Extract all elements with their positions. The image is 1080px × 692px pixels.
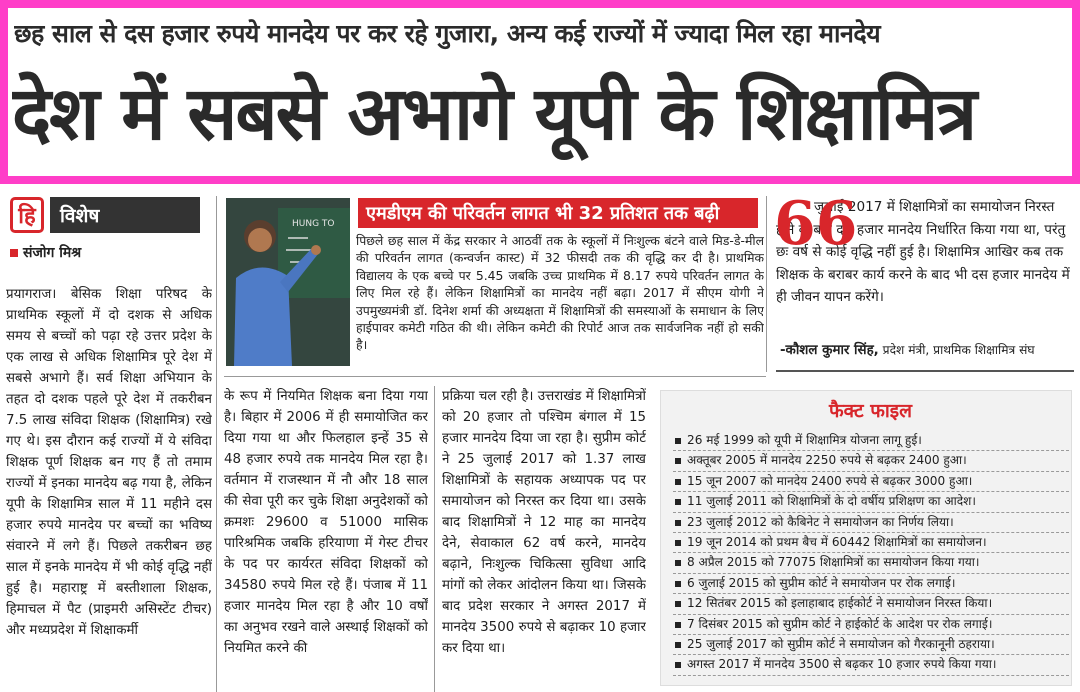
fact-item: 7 दिसंबर 2015 को सुप्रीम कोर्ट ने हाईकोर्ट के आदेश पर रोक लगाई।	[673, 615, 1069, 635]
teacher-photo	[226, 198, 350, 366]
fact-item: अगस्त 2017 में मानदेय 3500 से बढ़कर 10 हजार रुपये किया गया।	[673, 655, 1069, 675]
fact-item: 19 जून 2014 को प्रथम बैच में 60442 शिक्षामित्रों का समायोजन।	[673, 533, 1069, 553]
column-divider	[766, 196, 767, 372]
column-divider	[216, 196, 217, 692]
fact-item: अक्तूबर 2005 में मानदेय 2250 रुपये से बढ़कर 2400 हुआ।	[673, 451, 1069, 471]
hindustan-logo-icon: हि	[10, 197, 44, 233]
byline	[10, 243, 81, 262]
fact-file-list	[673, 431, 1069, 676]
byline-author: संजोग मिश्र	[23, 245, 82, 261]
fact-item: 23 जुलाई 2012 को कैबिनेट ने समायोजन का निर्णय लिया।	[673, 513, 1069, 533]
main-headline: देश में सबसे अभागे यूपी के शिक्षामित्र	[12, 71, 976, 157]
fact-item: 26 मई 1999 को यूपी में शिक्षामित्र योजना लागू हुई।	[673, 431, 1069, 451]
column-divider	[434, 386, 435, 692]
quote-author	[780, 340, 1076, 358]
article-column-3: प्रक्रिया चल रही है। उत्तराखंड में शिक्षामित्रों को 20 हजार तो पश्चिम बंगाल में 15 हजार मानदेय दिया जा रहा है। सुप्रीम कोर्ट ने 25 जुलाई 2017 को 1.37 लाख शिक्षामित्रों के सहायक अध्यापक पद पर समायोजन को निरस्त कर दिया था। उसके बाद शिक्षामित्रों ने 12 माह का मानदेय देने, सेवाकाल 62 वर्ष करने, मानदेय बढ़ाने, निःशुल्क चिकित्सा सुविधा आदि मांगों को लेकर आंदोलन किया था। जिसके बाद प्रदेश सरकार ने अगस्त 2017 में मानदेय 3500 रुपये से बढ़ाकर 10 हजार कर दिया था।	[442, 389, 646, 656]
fact-item: 12 सितंबर 2015 को इलाहाबाद हाईकोर्ट ने समायोजन निरस्त किया।	[673, 594, 1069, 614]
mdm-subheading: एमडीएम की परिवर्तन लागत भी 32 प्रतिशत तक बढ़ी	[358, 198, 758, 228]
quote-mark-icon: 66	[774, 189, 858, 259]
quote-underline	[776, 370, 1074, 372]
fact-item: 6 जुलाई 2015 को सुप्रीम कोर्ट ने समायोजन पर रोक लगाई।	[673, 574, 1069, 594]
fact-file-title: फैक्ट फाइल	[829, 400, 912, 422]
fact-item: 25 जुलाई 2017 को सुप्रीम कोर्ट ने समायोजन को गैरकानूनी ठहराया।	[673, 635, 1069, 655]
fact-item: 15 जून 2007 को मानदेय 2400 रुपये से बढ़कर 3000 हुआ।	[673, 472, 1069, 492]
article-column-2: के रूप में नियमित शिक्षक बना दिया गया है। बिहार में 2006 में ही समायोजित कर दिया गया था और फिलहाल इन्हें 35 से 48 हजार रुपये तक मानदेय मिल रहा है। वर्तमान में राजस्थान में नौ और 18 साल की सेवा पूरी कर चुके शिक्षा अनुदेशकों को क्रमशः 29600 व 51000 मासिक पारिश्रमिक जबकि हरियाणा में गेस्ट टीचर के पद पर कार्यरत संविदा शिक्षकों को 34580 रुपये मिल रहे हैं। पंजाब में 11 हजार मानदेय मिल रहा है और 10 वर्षों का अनुभव रखने वाले अस्थाई शिक्षकों को नियमित करने की	[224, 389, 428, 656]
quote-author-name: -कौशल कुमार सिंह,	[780, 343, 879, 358]
quote-author-role: प्रदेश मंत्री, प्राथमिक शिक्षामित्र संघ	[882, 343, 1035, 357]
header-banner	[0, 0, 1080, 184]
mdm-body: पिछले छह साल में केंद्र सरकार ने आठवीं तक के स्कूलों में निःशुल्क बंटने वाले मिड-डे-मील की परिवर्तन लागत (कन्वर्जन कास्ट) में 32 फीसदी तक की वृद्धि कर दी है। प्राथमिक विद्यालय के एक बच्चे पर 5.45 जबकि उच्च प्राथमिक में 8.17 रुपये परिवर्तन लागत के लिए मिल रहे हैं। लेकिन शिक्षामित्रों का मानदेय नहीं बढ़ा। 2017 में सीएम योगी ने उपमुख्यमंत्री डॉ. दिनेश शर्मा की अध्यक्षता में शिक्षामित्रों की समस्याओं के समाधान के लिए हाईपावर कमेटी गठित की थी। लेकिन कमेटी की रिपोर्ट आज तक सार्वजनिक नहीं हो सकी है।	[356, 233, 764, 353]
section-tag	[10, 196, 208, 234]
section-label: विशेष	[50, 197, 200, 233]
byline-square-icon	[10, 249, 18, 257]
fact-item: 8 अप्रैल 2015 को 77075 शिक्षामित्रों का समायोजन किया गया।	[673, 553, 1069, 573]
quote-text: जुलाई 2017 में शिक्षामित्रों का समायोजन निरस्त होने के बाद दस हजार मानदेय निर्धारित किया गया था, परंतु छः वर्ष से कोई वृद्धि नहीं हुई है। शिक्षामित्र आखिर कब तक शिक्षक के बराबर कार्य करने के बाद भी दस हजार मानदेय में ही जीवन यापन करेंगे।	[776, 199, 1070, 306]
kicker-headline: छह साल से दस हजार रुपये मानदेय पर कर रहे गुजारा, अन्य कई राज्यों में ज्यादा मिल रहा मानदेय	[14, 19, 881, 48]
article-column-1: प्रयागराज। बेसिक शिक्षा परिषद के प्राथमिक स्कूलों में दो दशक से अधिक समय से बच्चों को पढ़ा रहे उत्तर प्रदेश के एक लाख से अधिक शिक्षामित्र पूरे देश में सबसे अभागे हैं। सर्व शिक्षा अभियान के तहत दो दशक पहले पूरे देश में तकरीबन 7.5 लाख संविदा शिक्षक (शिक्षामित्र) रखे गए थे। इस दौरान कई राज्यों में ये संविदा शिक्षक पूर्ण शिक्षक बन गए हैं तो तमाम राज्यों में इनका मानदेय बढ़ गया है, लेकिन यूपी के शिक्षामित्र साल में 11 महीने दस हजार रुपये मानदेय पर बच्चों का भविष्य संवारने में लगे हैं। पिछले तकरीबन छह साल में इनके मानदेय में भी कोई वृद्धि नहीं हुई है। महाराष्ट्र में बस्तीशाला शिक्षक, हिमाचल में पैट (प्राइमरी असिस्टेंट टीचर) और मध्यप्रदेश में शिक्षाकर्मी	[6, 287, 212, 638]
section-divider	[224, 376, 766, 377]
chalkboard-text: HUNG TO	[292, 219, 335, 229]
fact-file-box	[660, 390, 1072, 686]
fact-item: 11 जुलाई 2011 को शिक्षामित्रों के दो वर्षीय प्रशिक्षण का आदेश।	[673, 492, 1069, 512]
